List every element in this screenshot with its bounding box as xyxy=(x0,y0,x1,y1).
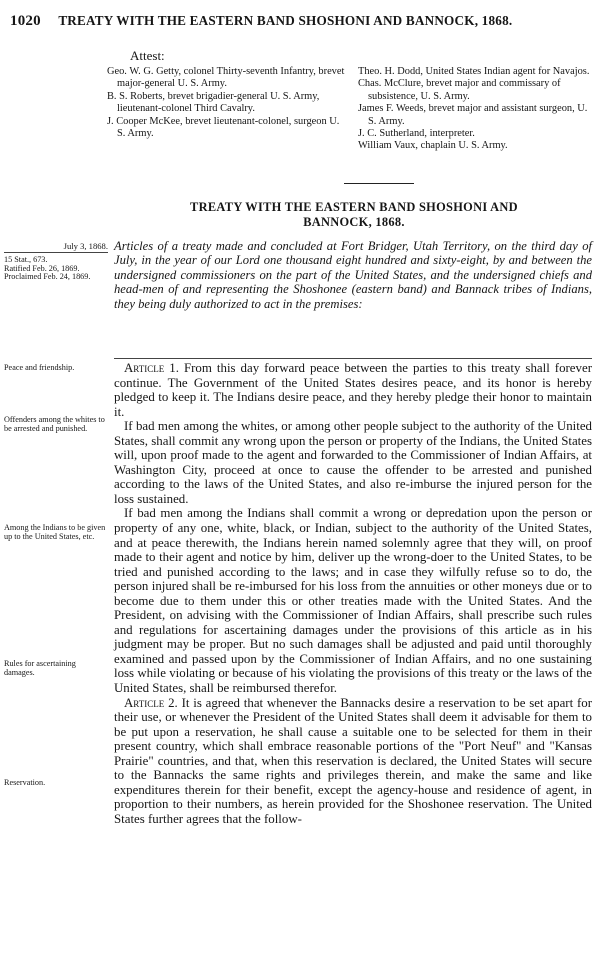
article-1-paragraph-2: If bad men among the whites, or among other people subject to the authority of the United States, shall commit any wrong upon the person or property of the Indians, the United States will, upon proof made to the agent and forwarded to the Commissioner of Indian Affairs, at Washington City, proceed at once to cause the offender to be arrested and punished according to the laws of the United States, and also re-imburse the injured person for the loss sustained. xyxy=(114,419,592,506)
page-header xyxy=(10,13,590,30)
attest-entry: B. S. Roberts, brevet brigadier-general U. S. Army, lieutenant-colonel Third Cavalry. xyxy=(107,90,320,115)
article-1-paragraph-3: If bad men among the Indians shall commit a wrong or depredation upon the person or property of any one, white, black, or Indian, subject to the authority of the United States, and at peace therewith, the Indians herein named solemnly agree that they will, on proof made to their agent and notice by him, deliver up the wrong-doer to the United States, to be tried and punished according to the laws; and in case they wilfully refuse so to do, the person injured shall be re-imbursed for his loss from the annuities or other moneys due or to become due to them under this or other treaties made with the United States. And the President, on advising with the Commissioner of Indian Affairs, shall prescribe such rules and regulations for ascertaining damages under the provisions of this article as in his judgment may be proper. But no such damages shall be adjusted and paid until thoroughly examined and passed upon by the Commissioner of Indian Affairs, and no one sustaining loss while violating or because of his violating the provisions of this treaty or the laws of the United States, shall be reimbursed therefor. xyxy=(114,506,592,696)
article-2-label: Article 2. xyxy=(124,695,178,710)
margin-note-rules: Rules for ascertaining damages. xyxy=(4,659,76,677)
article-1-text: From this day forward peace between the parties to this treaty shall forever continue. The Government of the United States desires peace, and its honor is hereby pledged to keep it. The Indians desire peace, and they hereby pledge their honor to maintain it. xyxy=(114,361,592,419)
running-title: TREATY WITH THE EASTERN BAND SHOSHONI AND BANNOCK, 1868. xyxy=(58,13,513,28)
treaty-title-line2: BANNOCK, 1868. xyxy=(303,215,405,229)
margin-note-reservation: Reservation. xyxy=(4,778,46,787)
attest-column-right xyxy=(358,66,590,153)
attest-entry: William Vaux, chaplain U. S. Army. xyxy=(358,140,508,152)
attest-column-left xyxy=(107,66,349,140)
attest-entry: Theo. H. Dodd, United States Indian agent for Navajos. xyxy=(358,66,590,77)
page-number: 1020 xyxy=(10,13,41,29)
margin-note-peace: Peace and friendship. xyxy=(4,363,75,372)
margin-ratified: Ratified Feb. 26, 1869. xyxy=(4,263,80,273)
treaty-title xyxy=(118,200,590,230)
margin-proclaimed: Proclaimed Feb. 24, 1869. xyxy=(4,272,91,282)
treaty-title-line1: TREATY WITH THE EASTERN BAND SHOSHONI AND xyxy=(190,200,518,214)
margin-statute-notes xyxy=(4,256,108,282)
preamble-rule xyxy=(114,358,592,359)
treaty-body xyxy=(114,361,592,827)
article-2-text: It is agreed that whenever the Bannacks desire a reservation to be set apart for their use, or whenever the President of the United States shall deem it advisable for them to be put upon a reservation, he shall cause a suitable one to be selected for them in their present country, which shall embrace reasonable portions of the "Port Neuf" and "Kansas Prairie" countries, and that, when this reservation is declared, the United States will secure to the Bannacks the same rights and privileges therein, and make the same and like expenditures therein for their benefit, except the agency-house and residence of agent, in proportion to their numbers, as herein provided for the Shoshonee reservation. The United States further agrees that the follow- xyxy=(114,695,593,826)
attest-entry: J. C. Sutherland, interpreter. xyxy=(358,128,475,140)
article-1-label: Article 1. xyxy=(124,361,179,375)
treaty-preamble: Articles of a treaty made and concluded at Fort Bridger, Utah Territory, on the third day of July, in the year of our Lord one thousand eight hundred and sixty-eight, by and between the undersigned commissioners on the part of the United States, and the undersigned chiefs and head-men of and representing the Shoshonee (eastern band) and Bannack tribes of Indians, they being duly authorized to act in the premises: xyxy=(114,239,592,311)
article-1-paragraph-1 xyxy=(114,361,592,419)
article-2-paragraph-1 xyxy=(114,696,592,827)
attest-entry: James F. Weeds, brevet major and assistant surgeon, U. S. Army. xyxy=(358,103,588,127)
margin-note-offenders: Offenders among the whites to be arrested and punished. xyxy=(4,415,105,433)
section-divider xyxy=(344,183,414,184)
attest-label: Attest: xyxy=(130,48,165,63)
attest-entry: Geo. W. G. Getty, colonel Thirty-seventh Infantry, brevet major-general U. S. Army. xyxy=(107,66,345,90)
attest-entry: Chas. McClure, brevet major and commissary of subsistence, U. S. Army. xyxy=(358,78,561,102)
margin-note-among-indians: Among the Indians to be given up to the United States, etc. xyxy=(4,523,106,541)
margin-stat-citation: 15 Stat., 673. xyxy=(4,255,48,264)
attest-entry: J. Cooper McKee, brevet lieutenant-colonel, surgeon U. S. Army. xyxy=(107,115,340,140)
margin-date: July 3, 1868. xyxy=(4,242,108,253)
